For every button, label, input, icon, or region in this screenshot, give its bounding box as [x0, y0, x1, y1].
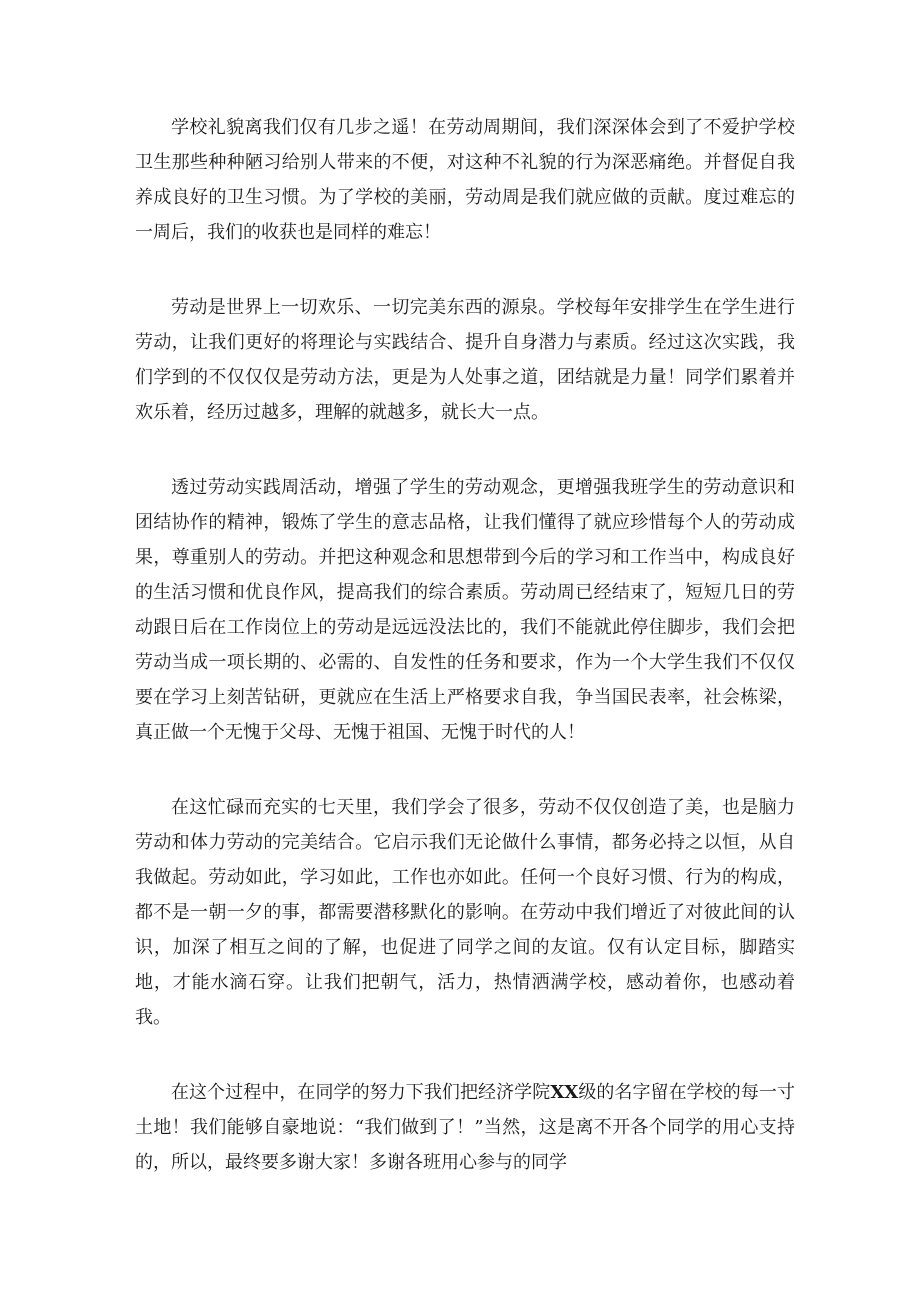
paragraph-5-part-2: 级的名字留在学校的每一寸土地！我们能够自豪地说：“我们做到了！”当然，这是离不开各个同学的用心支持的，所以，最终要多谢大家！多谢各班用心参与的同学 [135, 1082, 795, 1173]
paragraph-5-part-1: 在这个过程中，在同学的努力下我们把经济学院 [171, 1082, 551, 1103]
paragraph-3: 透过劳动实践周活动，增强了学生的劳动观念，更增强我班学生的劳动意识和团结协作的精神，锻炼了学生的意志品格，让我们懂得了就应珍惜每个人的劳动成果，尊重别人的劳动。并把这种观念和思想带到今后的学习和工作当中，构成良好的生活习惯和优良作风，提高我们的综合素质。劳动周已经结束了，短短几日的劳动跟日后在工作岗位上的劳动是远远没法比的，我们不能就此停住脚步，我们会把劳动当成一项长期的、必需的、自发性的任务和要求，作为一个大学生我们不仅仅要在学习上刻苦钻研，更就应在生活上严格要求自我，争当国民表率，社会栋梁，真正做一个无愧于父母、无愧于祖国、无愧于时代的人！ [135, 477, 795, 743]
paragraph-2: 劳动是世界上一切欢乐、一切完美东西的源泉。学校每年安排学生在学生进行劳动，让我们更好的将理论与实践结合、提升自身潜力与素质。经过这次实践，我们学到的不仅仅仅是劳动方法，更是为人处事之道，团结就是力量！同学们累着并欢乐着，经历过越多，理解的就越多，就长大一点。 [135, 297, 795, 423]
paragraph-1: 学校礼貌离我们仅有几步之遥！在劳动周期间，我们深深体会到了不爱护学校卫生那些种种陋习给别人带来的不便，对这种不礼貌的行为深恶痛绝。并督促自我养成良好的卫生习惯。为了学校的美丽，劳动周是我们就应做的贡献。度过难忘的一周后，我们的收获也是同样的难忘！ [135, 117, 795, 243]
paragraph-4: 在这忙碌而充实的七天里，我们学会了很多，劳动不仅仅创造了美，也是脑力劳动和体力劳动的完美结合。它启示我们无论做什么事情，都务必持之以恒，从自我做起。劳动如此，学习如此，工作也亦如此。任何一个良好习惯、行为的构成，都不是一朝一夕的事，都需要潜移默化的影响。在劳动中我们增近了对彼此间的认识，加深了相互之间的了解，也促进了同学之间的友谊。仅有认定目标，脚踏实地，才能水滴石穿。让我们把朝气，活力，热情洒满学校，感动着你，也感动着我。 [135, 797, 795, 1028]
paragraph-5-bold-text: XX [550, 1082, 579, 1103]
document-body [135, 110, 795, 1180]
paragraph-5 [135, 1075, 795, 1180]
